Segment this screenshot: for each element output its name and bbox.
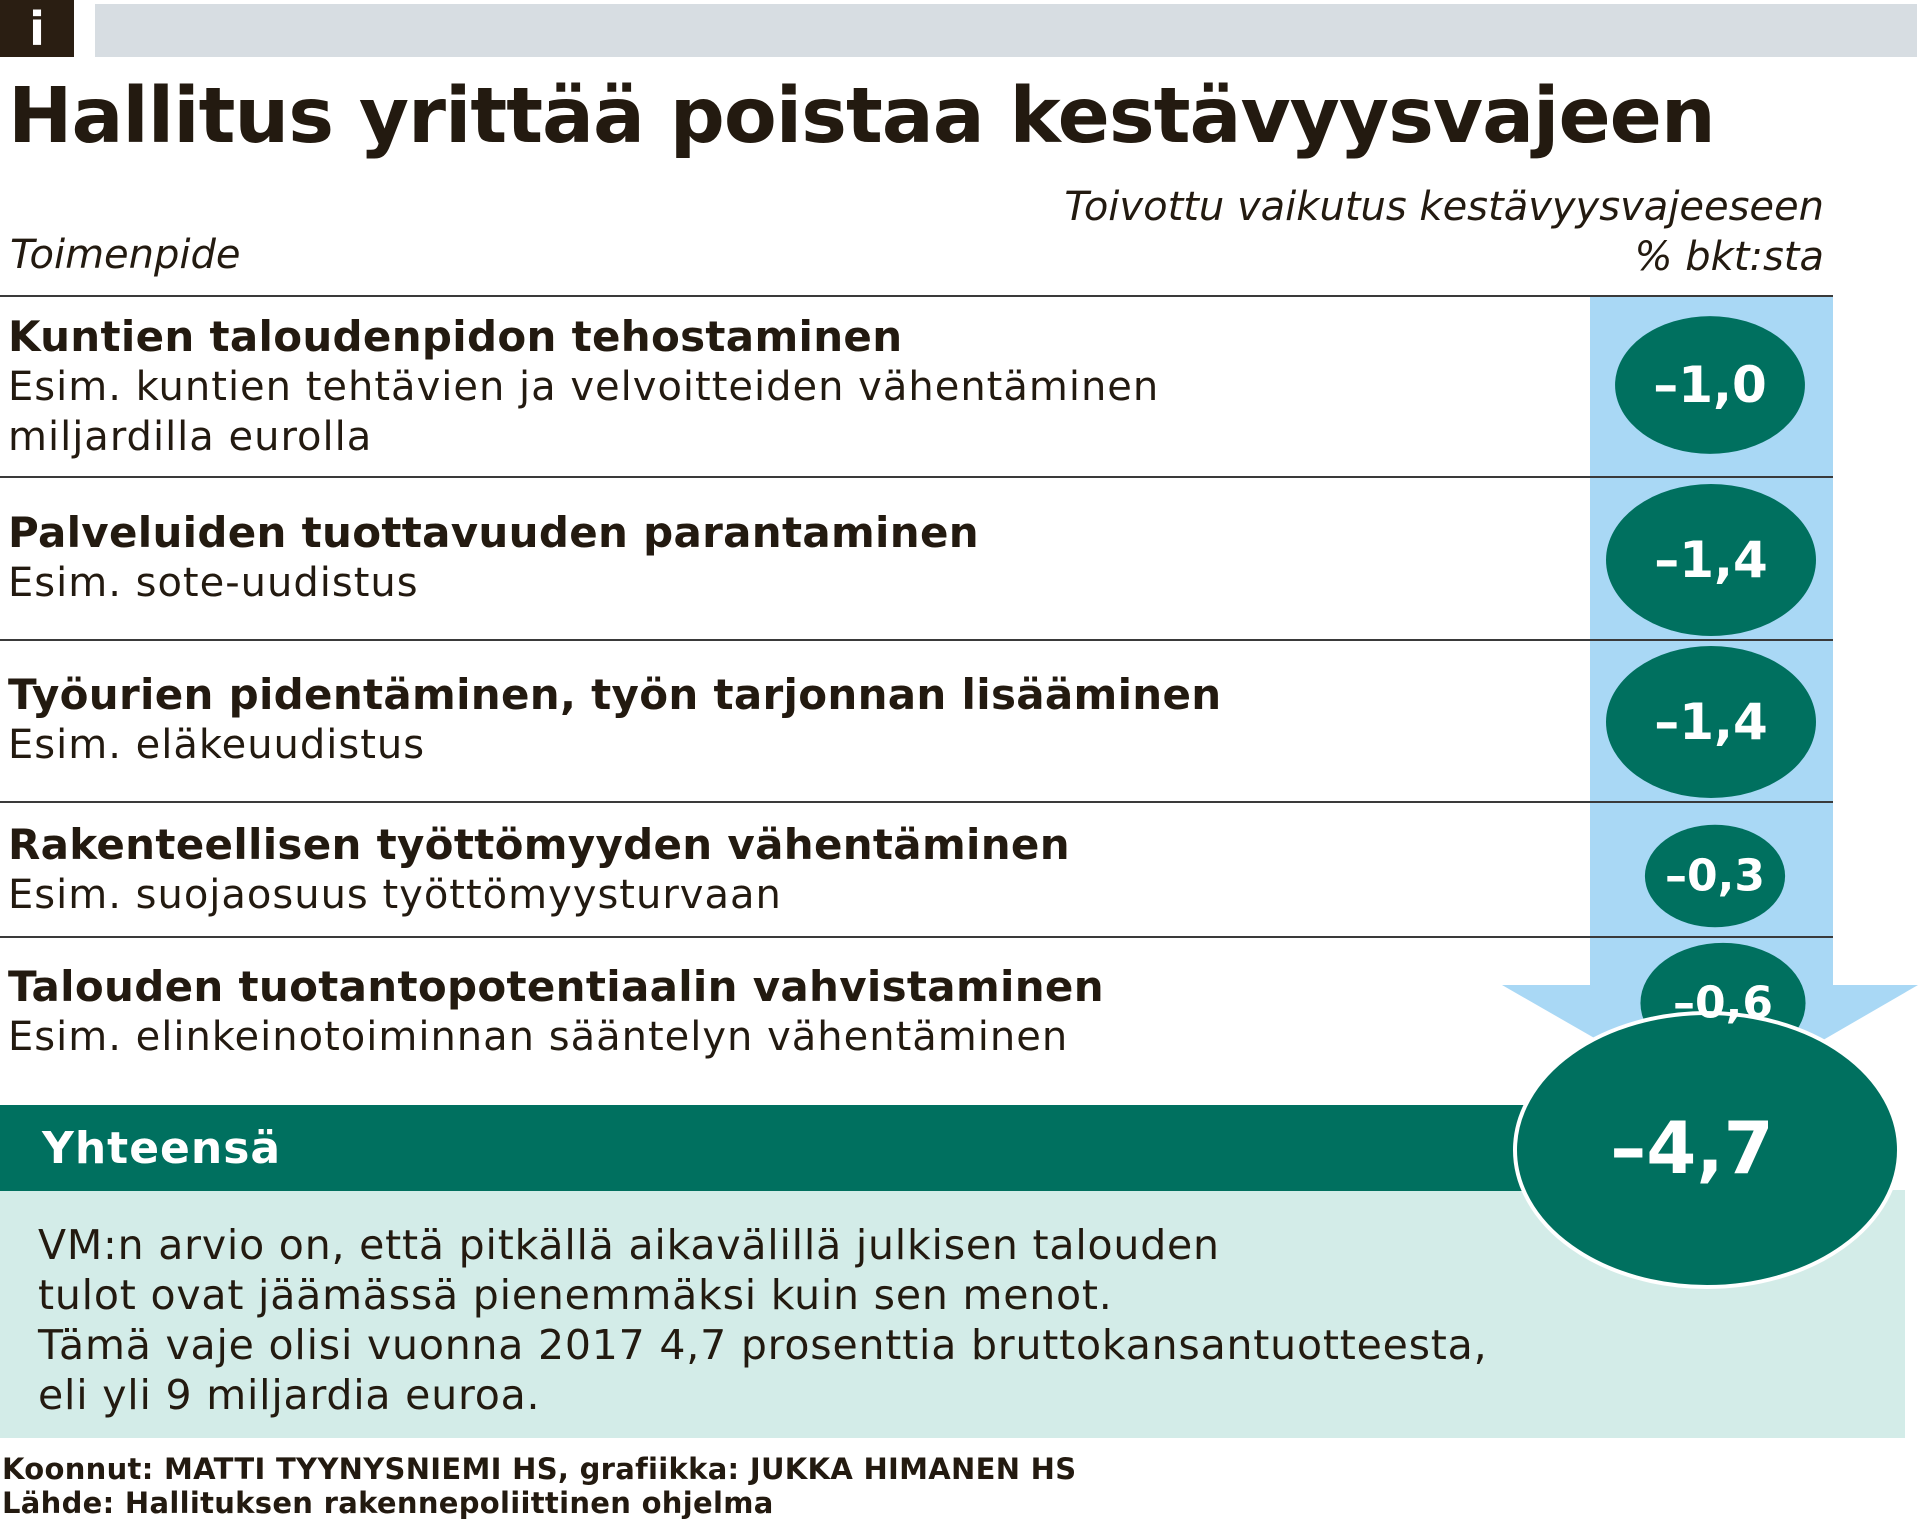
value-label: –1,4 <box>1654 531 1768 589</box>
column-header-measure: Toimenpide <box>10 232 241 278</box>
note-line: eli yli 9 miljardia euroa. <box>38 1371 541 1419</box>
info-icon: i <box>0 0 74 57</box>
row-description-line: Esim. elinkeinotoiminnan sääntelyn vähentäminen <box>8 1014 1069 1060</box>
note-line: Tämä vaje olisi vuonna 2017 4,7 prosenttia bruttokansantuotteesta, <box>38 1321 1488 1369</box>
row-title: Talouden tuotantopotentiaalin vahvistaminen <box>8 962 1104 1011</box>
note-line: VM:n arvio on, että pitkällä aikavälillä julkisen talouden <box>38 1221 1220 1269</box>
row-description <box>8 720 425 770</box>
value-label: –1,0 <box>1653 356 1767 414</box>
note-line: tulot ovat jäämässä pienemmäksi kuin sen menot. <box>38 1271 1113 1319</box>
row-title: Työurien pidentäminen, työn tarjonnan lisääminen <box>8 670 1222 719</box>
column-header-unit: % bkt:sta <box>1634 234 1824 280</box>
row-description-line: Esim. kuntien tehtävien ja velvoitteiden vähentäminen <box>8 364 1160 410</box>
row-description <box>8 362 1159 462</box>
note-text <box>38 1220 1487 1420</box>
total-value: –4,7 <box>1610 1106 1774 1190</box>
row-title: Rakenteellisen työttömyyden vähentäminen <box>8 820 1070 869</box>
row-description-line: miljardilla eurolla <box>8 414 373 460</box>
value-label: –0,3 <box>1665 850 1765 902</box>
row-description-line: Esim. eläkeuudistus <box>8 722 426 768</box>
row-description <box>8 1012 1068 1062</box>
column-header-effect: Toivottu vaikutus kestävyysvajeeseen <box>1064 184 1824 230</box>
total-label: Yhteensä <box>42 1123 282 1174</box>
row-description-line: Esim. suojaosuus työttömyysturvaan <box>8 872 782 918</box>
value-label: –1,4 <box>1654 693 1768 751</box>
row-description-line: Esim. sote-uudistus <box>8 560 419 606</box>
row-description <box>8 870 782 920</box>
row-description <box>8 558 419 608</box>
row-title: Kuntien taloudenpidon tehostaminen <box>8 312 903 361</box>
page-title: Hallitus yrittää poistaa kestävyysvajeen <box>8 72 1715 161</box>
source: Lähde: Hallituksen rakennepoliittinen ohjelma <box>2 1486 774 1520</box>
value-label: –0,6 <box>1673 977 1773 1029</box>
row-title: Palveluiden tuottavuuden parantaminen <box>8 508 979 557</box>
credits: Koonnut: MATTI TYYNYSNIEMI HS, grafiikka: JUKKA HIMANEN HS <box>2 1452 1077 1486</box>
